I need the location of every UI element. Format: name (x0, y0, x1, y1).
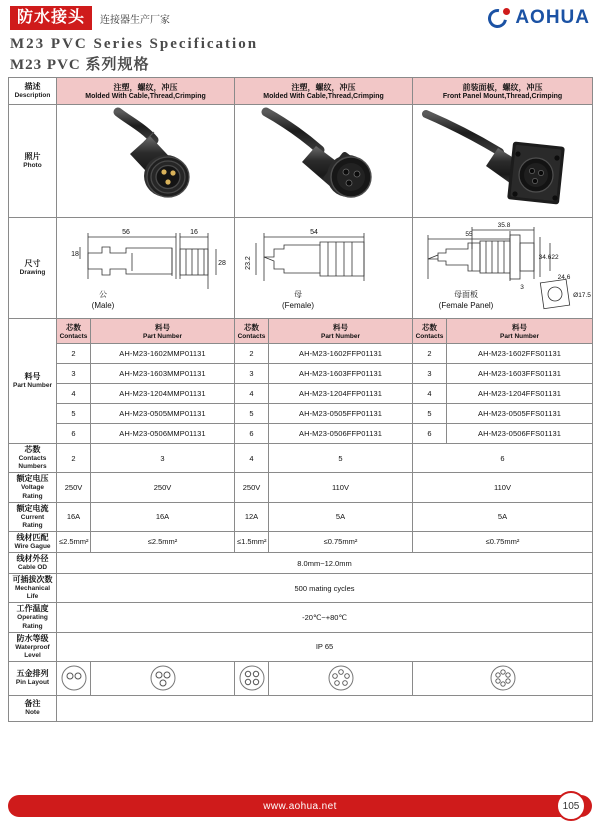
pin-layout-3-icon (148, 663, 178, 693)
cell-note-value (57, 695, 593, 721)
cell-value: 8.0mm~12.0mm (57, 553, 593, 574)
cell-value: 12A (235, 502, 269, 531)
cell-partnumber: AH-M23-0505FFP01131 (269, 404, 413, 424)
cell-partnumber: AH-M23-0505FFS01131 (447, 404, 593, 424)
pn-header-partnumber-3: 料号 Part Number (447, 319, 593, 344)
row-label-operating-rating: 工作温度 Operating Rating (9, 603, 57, 632)
table-row-description (9, 78, 593, 105)
row-label-description: 描述 Description (9, 78, 57, 105)
svg-text:54: 54 (310, 229, 318, 237)
cell-value: IP 65 (57, 632, 593, 661)
cell-partnumber: AH-M23-1204MMP01131 (91, 384, 235, 404)
photo-male-svg (58, 106, 233, 216)
table-row-pin-layout (9, 661, 593, 695)
svg-text:28: 28 (218, 260, 226, 268)
cell-value: 5A (413, 502, 593, 531)
column-header-female: 注塑，螺纹，冲压 Molded With Cable,Thread,Crimping (235, 78, 413, 105)
brand-subtitle: 连接器生产厂家 (100, 14, 171, 26)
cell-value: -20℃~+80℃ (57, 603, 593, 632)
row-label-drawing: 尺寸 Drawing (9, 218, 57, 319)
pn-header-contacts-1: 芯数 Contacts (57, 319, 91, 344)
footer-website[interactable]: www.aohua.net (263, 800, 337, 812)
cell-contacts: 5 (235, 404, 269, 424)
row-label-mechanical-life: 可插拔次数 Mechanical Life (9, 574, 57, 603)
table-row-photo (9, 105, 593, 218)
cell-value: 3 (91, 444, 235, 473)
cell-contacts: 3 (235, 364, 269, 384)
cell-partnumber: AH-M23-0506FFP01131 (269, 424, 413, 444)
pn-header-contacts-3: 芯数 Contacts (413, 319, 447, 344)
pin-layout-6-icon (488, 663, 518, 693)
cell-partnumber: AH-M23-1603FFS01131 (447, 364, 593, 384)
table-row (9, 364, 593, 384)
table-row (9, 424, 593, 444)
cell-value: 16A (57, 502, 91, 531)
photo-male-connector (57, 105, 235, 218)
cell-partnumber: AH-M23-0505MMP01131 (91, 404, 235, 424)
pn-header-contacts-2: 芯数 Contacts (235, 319, 269, 344)
brand-left (10, 6, 170, 30)
page-header (8, 0, 592, 34)
pin-layout-2-icon (59, 663, 89, 693)
photo-female-connector (235, 105, 413, 218)
svg-text:55: 55 (465, 231, 473, 239)
cell-partnumber: AH-M23-1603FFP01131 (269, 364, 413, 384)
footer-bar (8, 795, 592, 817)
page-title-chinese: M23 PVC 系列规格 (10, 57, 150, 73)
drawing-female-caption-cn: 母 (294, 290, 302, 300)
cell-contacts: 2 (235, 344, 269, 364)
svg-text:35.8: 35.8 (497, 222, 511, 230)
pn-header-partnumber-1: 料号 Part Number (91, 319, 235, 344)
row-label-voltage-rating: 额定电压 Voltage Rating (9, 473, 57, 502)
table-row-waterproof-level (9, 632, 593, 661)
cell-value: ≤0.75mm² (413, 531, 593, 552)
cell-contacts: 5 (57, 404, 91, 424)
table-row-cable-od (9, 553, 593, 574)
drawing-panel-svg (414, 219, 592, 317)
drawing-male (57, 218, 235, 319)
cell-contacts: 6 (413, 424, 447, 444)
cell-value: 250V (91, 473, 235, 502)
row-label-wire-gauge: 线材匹配 Wire Gague (9, 531, 57, 552)
cell-value: ≤1.5mm² (235, 531, 269, 552)
table-row-operating-rating (9, 603, 593, 632)
pin-layout-5-icon (326, 663, 356, 693)
row-label-current-rating: 额定电流 Current Rating (9, 502, 57, 531)
page-number-badge: 105 (556, 791, 586, 821)
table-row (9, 404, 593, 424)
pin-layout-4-icon (237, 663, 267, 693)
cell-contacts: 3 (57, 364, 91, 384)
table-row-contacts-numbers (9, 444, 593, 473)
svg-text:23.2: 23.2 (245, 256, 252, 270)
cell-partnumber: AH-M23-1602MMP01131 (91, 344, 235, 364)
cell-value: 250V (57, 473, 91, 502)
cell-value: 4 (235, 444, 269, 473)
cell-value: 6 (413, 444, 593, 473)
svg-text:24.6: 24.6 (557, 274, 571, 282)
cell-contacts: 6 (235, 424, 269, 444)
cell-partnumber: AH-M23-0506MMP01131 (91, 424, 235, 444)
cell-value: ≤2.5mm² (57, 531, 91, 552)
row-label-waterproof-level: 防水等级 Waterproof Level (9, 632, 57, 661)
svg-text:34.6: 34.6 (538, 254, 552, 262)
svg-text:Ø17.5: Ø17.5 (573, 292, 591, 300)
row-label-photo: 照片 Photo (9, 105, 57, 218)
pin-layout-6 (413, 661, 593, 695)
cell-contacts: 2 (57, 344, 91, 364)
cell-value: 5 (269, 444, 413, 473)
cell-contacts: 4 (413, 384, 447, 404)
table-row-wire-gauge (9, 531, 593, 552)
cell-partnumber: AH-M23-1603MMP01131 (91, 364, 235, 384)
company-logo (488, 7, 590, 29)
cell-contacts: 4 (235, 384, 269, 404)
table-row-mechanical-life (9, 574, 593, 603)
table-row-note (9, 695, 593, 721)
table-row (9, 384, 593, 404)
cell-partnumber: AH-M23-1602FFS01131 (447, 344, 593, 364)
drawing-male-caption-en: (Male) (91, 301, 115, 311)
row-label-note: 备注 Note (9, 695, 57, 721)
table-row-drawing (9, 218, 593, 319)
drawing-female-svg (236, 219, 411, 317)
svg-text:56: 56 (122, 229, 130, 237)
pin-layout-5 (269, 661, 413, 695)
cell-value: 2 (57, 444, 91, 473)
row-label-cable-od: 线材外径 Cable OD (9, 553, 57, 574)
svg-text:22: 22 (551, 254, 559, 262)
cell-value: 110V (269, 473, 413, 502)
svg-text:3: 3 (520, 284, 524, 292)
cell-partnumber: AH-M23-0506FFS01131 (447, 424, 593, 444)
cell-contacts: 2 (413, 344, 447, 364)
photo-panel-connector (413, 105, 593, 218)
cell-value: 5A (269, 502, 413, 531)
cell-contacts: 3 (413, 364, 447, 384)
drawing-male-caption-cn: 公 (99, 290, 107, 300)
table-row-pn-header (9, 319, 593, 344)
cell-value: 500 mating cycles (57, 574, 593, 603)
brand-chinese-title: 防水接头 (10, 6, 92, 30)
logo-wordmark: AOHUA (515, 7, 590, 28)
column-header-panel: 前装面板，螺纹，冲压 Front Panel Mount,Thread,Crimping (413, 78, 593, 105)
cell-value: ≤0.75mm² (269, 531, 413, 552)
cell-partnumber: AH-M23-1204FFP01131 (269, 384, 413, 404)
drawing-panel-caption-cn: 母面板 (454, 290, 478, 300)
cell-contacts: 6 (57, 424, 91, 444)
photo-panel-svg (414, 106, 592, 216)
row-label-pin-layout: 五金排列 Pin Layout (9, 661, 57, 695)
pin-layout-2 (57, 661, 91, 695)
table-row-voltage-rating (9, 473, 593, 502)
table-row (9, 344, 593, 364)
logo-swoosh-icon (488, 7, 510, 29)
svg-text:16: 16 (190, 229, 198, 237)
page-title-english: M23 PVC Series Specification (10, 36, 259, 52)
specification-table (8, 77, 593, 722)
photo-female-svg (236, 106, 411, 216)
column-header-male: 注塑，螺纹，冲压 Molded With Cable,Thread,Crimping (57, 78, 235, 105)
pin-layout-4 (235, 661, 269, 695)
svg-text:18: 18 (71, 251, 79, 259)
drawing-male-svg (58, 219, 233, 317)
cell-partnumber: AH-M23-1602FFP01131 (269, 344, 413, 364)
cell-value: 16A (91, 502, 235, 531)
drawing-panel (413, 218, 593, 319)
cell-contacts: 5 (413, 404, 447, 424)
cell-partnumber: AH-M23-1204FFS01131 (447, 384, 593, 404)
pin-layout-3 (91, 661, 235, 695)
drawing-female (235, 218, 413, 319)
row-label-part-number: 料号 Part Number (9, 319, 57, 444)
cell-contacts: 4 (57, 384, 91, 404)
cell-value: 250V (235, 473, 269, 502)
cell-value: ≤2.5mm² (91, 531, 235, 552)
pn-header-partnumber-2: 料号 Part Number (269, 319, 413, 344)
drawing-panel-caption-en: (Female Panel) (438, 301, 494, 311)
drawing-female-caption-en: (Female) (281, 301, 315, 311)
row-label-contacts-numbers: 芯数 Contacts Numbers (9, 444, 57, 473)
table-row-current-rating (9, 502, 593, 531)
cell-value: 110V (413, 473, 593, 502)
